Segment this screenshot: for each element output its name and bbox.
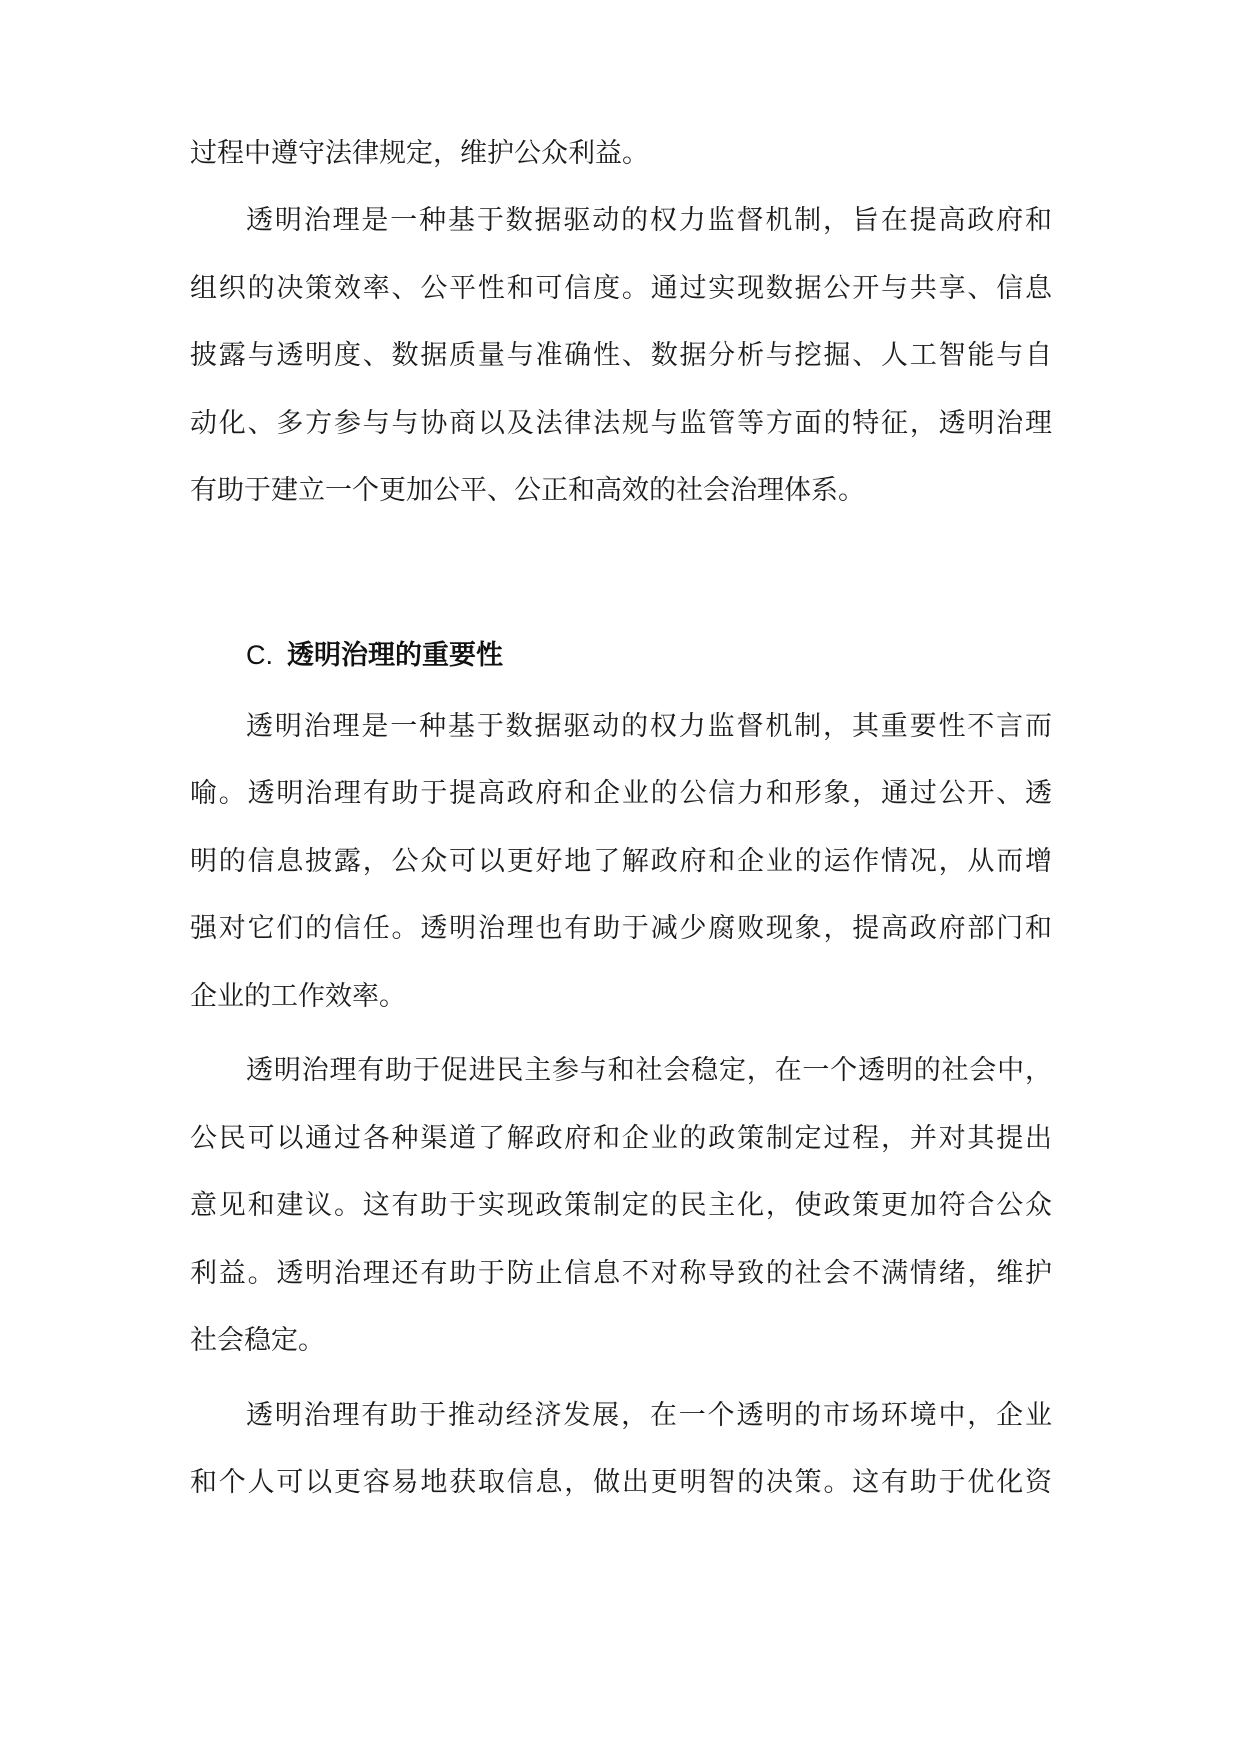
section-number: C. <box>246 640 273 670</box>
text-line: 和个人可以更容易地获取信息，做出更明智的决策。这有助于优化资 <box>190 1467 1052 1498</box>
text-line: 喻。透明治理有助于提高政府和企业的公信力和形象，通过公开、透 <box>190 778 1052 809</box>
text-line: 强对它们的信任。透明治理也有助于减少腐败现象，提高政府部门和 <box>190 913 1052 944</box>
section-heading <box>246 635 503 676</box>
text-line: 披露与透明度、数据质量与准确性、数据分析与挖掘、人工智能与自 <box>190 340 1052 371</box>
text-line: 透明治理有助于推动经济发展，在一个透明的市场环境中，企业 <box>246 1400 1052 1431</box>
text-line: 透明治理有助于促进民主参与和社会稳定，在一个透明的社会中， <box>246 1055 1052 1086</box>
text-line: 过程中遵守法律规定，维护公众利益。 <box>190 138 649 169</box>
text-line: 组织的决策效率、公平性和可信度。通过实现数据公开与共享、信息 <box>190 273 1052 304</box>
text-line: 意见和建议。这有助于实现政策制定的民主化，使政策更加符合公众 <box>190 1190 1052 1221</box>
section-title: 透明治理的重要性 <box>287 640 503 671</box>
text-line: 透明治理是一种基于数据驱动的权力监督机制，其重要性不言而 <box>246 711 1052 742</box>
text-line: 公民可以通过各种渠道了解政府和企业的政策制定过程，并对其提出 <box>190 1123 1052 1154</box>
text-line: 动化、多方参与与协商以及法律法规与监管等方面的特征，透明治理 <box>190 408 1052 439</box>
text-line: 有助于建立一个更加公平、公正和高效的社会治理体系。 <box>190 475 865 506</box>
text-line: 社会稳定。 <box>190 1325 325 1356</box>
text-line: 透明治理是一种基于数据驱动的权力监督机制，旨在提高政府和 <box>246 205 1052 236</box>
text-line: 企业的工作效率。 <box>190 981 406 1012</box>
text-line: 利益。透明治理还有助于防止信息不对称导致的社会不满情绪，维护 <box>190 1258 1052 1289</box>
text-line: 明的信息披露，公众可以更好地了解政府和企业的运作情况，从而增 <box>190 846 1052 877</box>
